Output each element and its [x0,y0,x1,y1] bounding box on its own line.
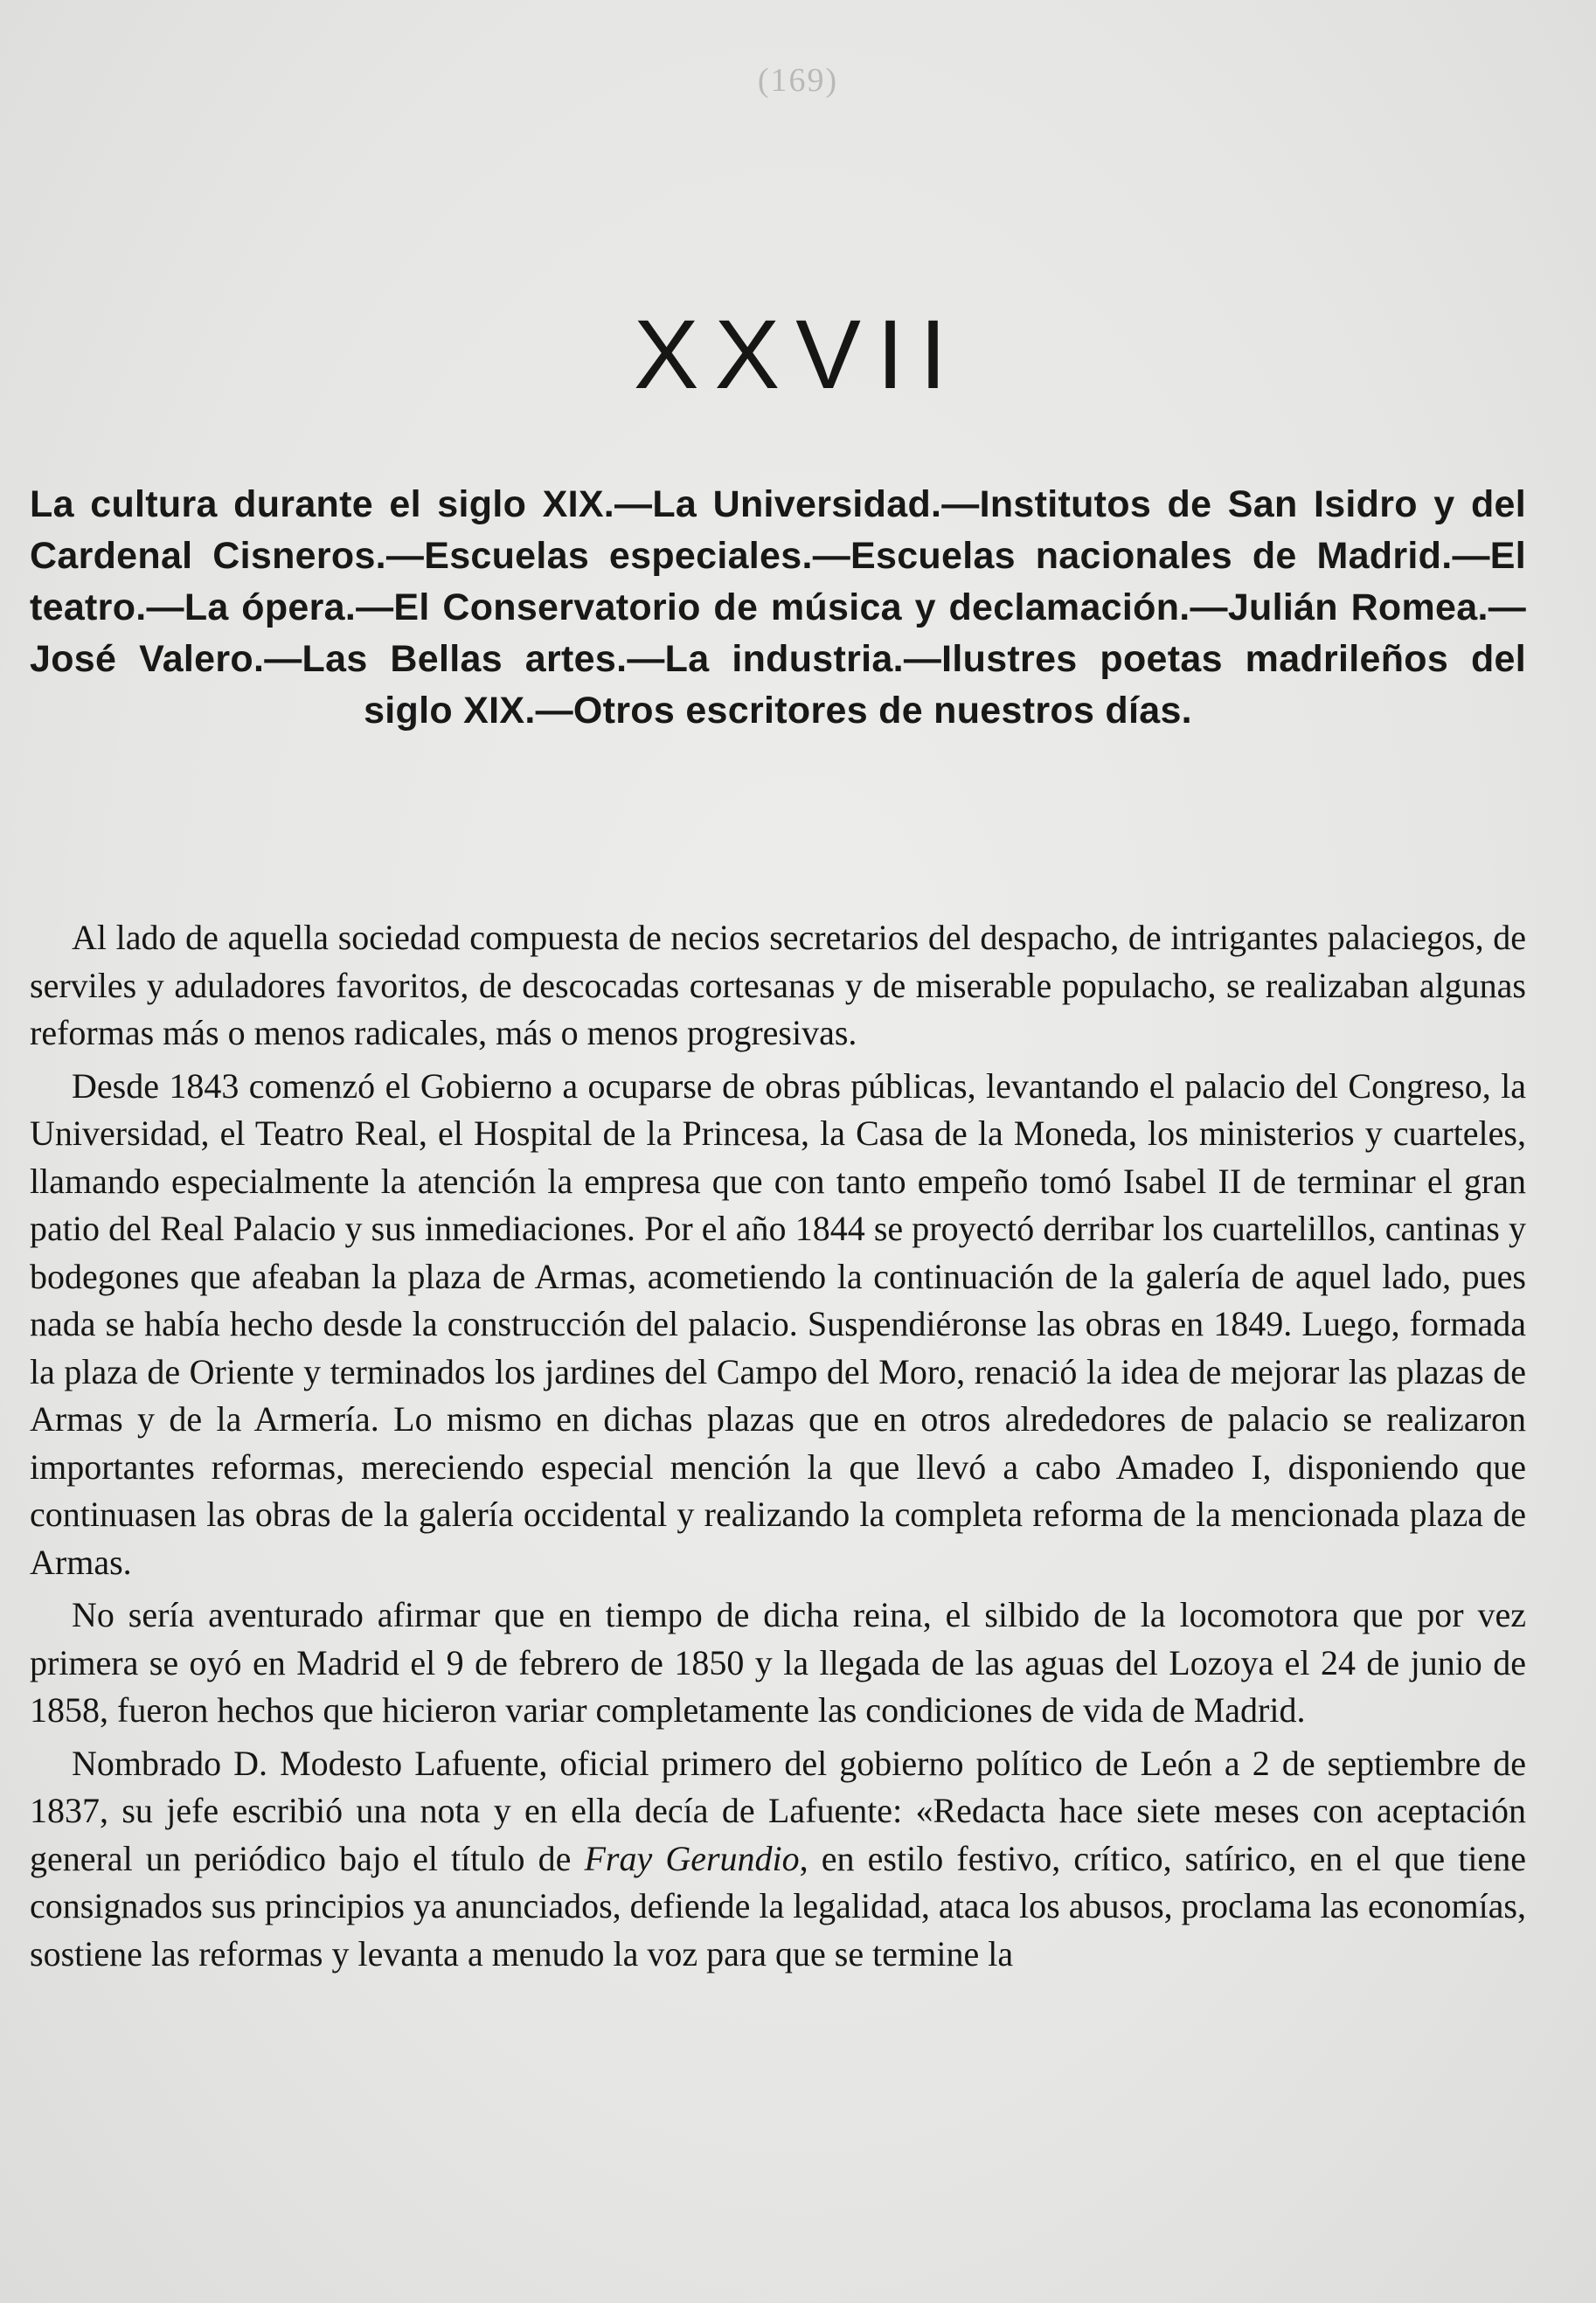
paragraph-4-text-end: , en estilo festivo, crítico, satírico, en el que tiene consignados sus principios ya anunciados, defiende la legalidad, ataca los abusos, proclama las economías, sostiene las reformas y levanta a menudo la voz para que se termine la [30,1838,1526,1974]
page-number: (169) [757,62,839,99]
chapter-title: XXVII [633,300,963,409]
paragraph-4-text-start: Nombrado D. Modesto Lafuente, oficial primero del gobierno político de León a 2 de septiembre de 1837, su jefe escribió una nota y en ella decía de Lafuente: «Redacta hace siete meses con aceptación general un periódico bajo el título de [30,1743,1526,1878]
body-text [30,914,1526,1978]
paragraph-1: Al lado de aquella sociedad compuesta de necios secretarios del despacho, de intrigantes palaciegos, de serviles y aduladores favoritos, de descocadas cortesanas y de miserable populacho, se realizaban algunas reformas más o menos radicales, más o menos progresivas. [30,918,1526,1052]
chapter-summary: La cultura durante el siglo XIX.—La Universidad.—Institutos de San Isidro y del Cardenal Cisneros.—Escuelas especiales.—Escuelas nacionales de Madrid.—El teatro.—La ópera.—El Conservatorio de música y declamación.—Julián Romea.—José Valero.—Las Bellas artes.—La industria.—Ilustres poetas madrileños del siglo XIX.—Otros escritores de nuestros días. [30,483,1526,732]
paragraph-4 [30,1740,1526,1979]
periodical-title: Fray Gerundio [584,1838,800,1878]
paragraph-3: No sería aventurado afirmar que en tiempo de dicha reina, el silbido de la locomotora que por vez primera se oyó en Madrid el 9 de febrero de 1850 y la llegada de las aguas del Lozoya el 24 de junio de 1858, fueron hechos que hicieron variar completamente las condiciones de vida de Madrid. [30,1595,1526,1730]
paragraph-2: Desde 1843 comenzó el Gobierno a ocuparse de obras públicas, levantando el palacio del Congreso, la Universidad, el Teatro Real, el Hospital de la Princesa, la Casa de la Moneda, los ministerios y cuarteles, llamando especialmente la atención la empresa que con tanto empeño tomó Isabel II de terminar el gran patio del Real Palacio y sus inmediaciones. Por el año 1844 se proyectó derribar los cuartelillos, cantinas y bodegones que afeaban la plaza de Armas, acometiendo la continuación de la galería de aquel lado, pues nada se había hecho desde la construcción del palacio. Suspendiéronse las obras en 1849. Luego, formada la plaza de Oriente y terminados los jardines del Campo del Moro, renació la idea de mejorar las plazas de Armas y de la Armería. Lo mismo en dichas plazas que en otros alrededores de palacio se realizaron importantes reformas, mereciendo especial mención la que llevó a cabo Amadeo I, disponiendo que continuasen las obras de la galería occidental y realizando la completa reforma de la mencionada plaza de Armas. [30,1065,1526,1582]
